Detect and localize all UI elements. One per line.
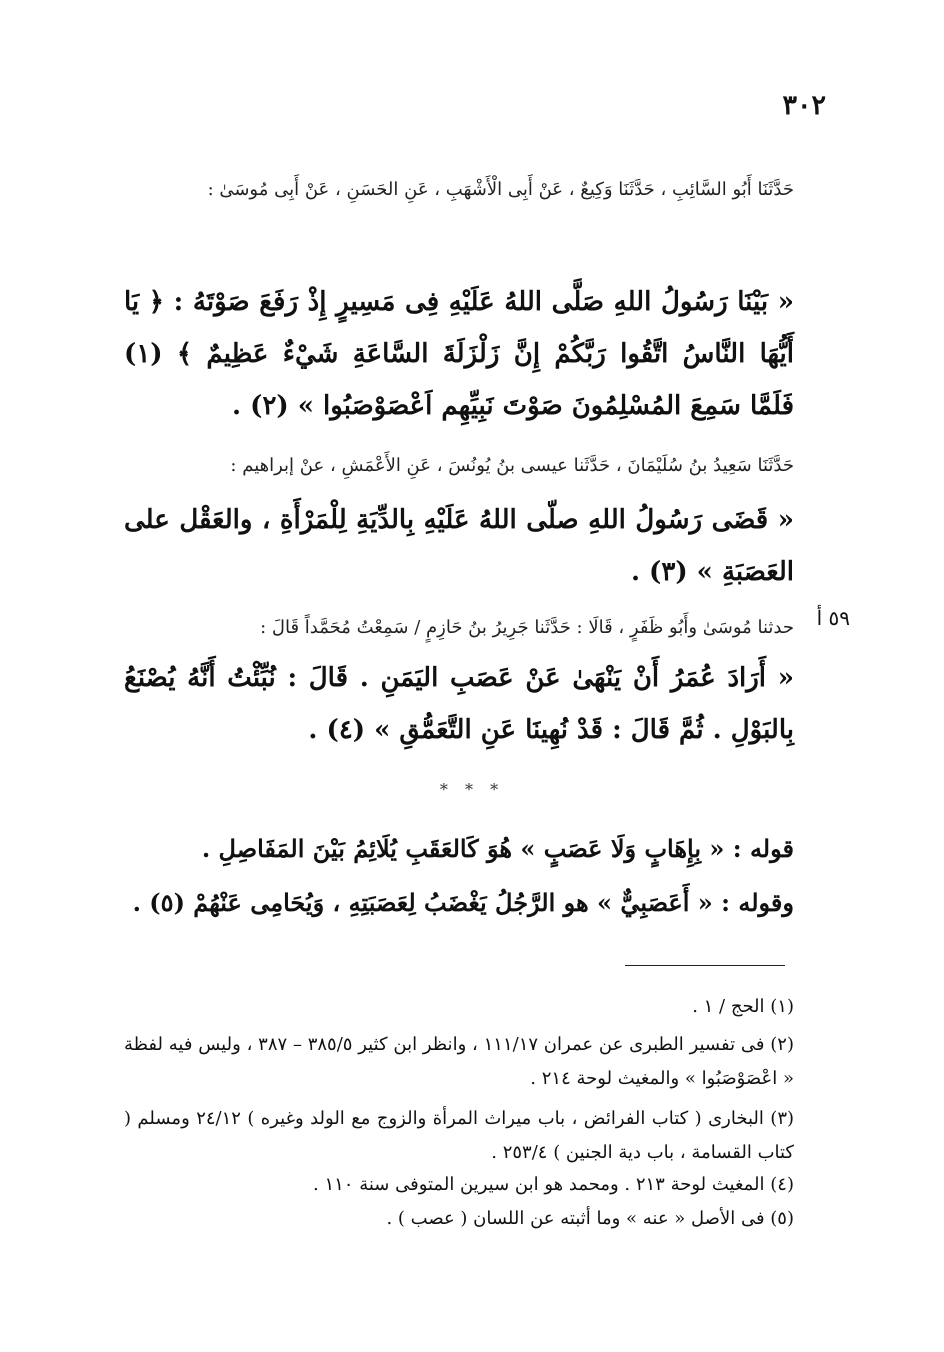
footnote-4: (٤) المغيث لوحة ٢١٣ . ومحمد هو ابن سيرين المتوفى سنة ١١٠ . bbox=[313, 1174, 794, 1195]
footnote-2: (٢) فى تفسير الطبرى عن عمران ١١١/١٧ ، وانظر ابن كثير ٣٨٥/٥ – ٣٨٧ ، وليس فيه لفظة « اعْصَوْصَبُوا » والمغيث لوحة ٢١٤ . bbox=[124, 1034, 794, 1089]
manuscript-folio-marker: ٥٩ أ bbox=[816, 606, 850, 630]
footnote-1: (١) الحج / ١ . bbox=[692, 996, 794, 1017]
hadith-2-matn: « قَضَى رَسُولُ اللهِ صلّى اللهُ عَلَيْهِ بِالدِّيَةِ لِلْمَرْأَةِ ، والعَقْل على العَصَبَةِ » (٣) . bbox=[124, 505, 794, 587]
hadith-2-isnad: حَدَّثَنَا سَعِيدُ بنُ سُلَيْمَانَ ، حَدَّثَنا عيسى بنُ يُونُسَ ، عَنِ الأَعْمَشِ ، عنْ إبراهيم : bbox=[230, 455, 794, 476]
hadith-1-isnad: حَدَّثَنَا أَبُو السَّائِبِ ، حَدَّثَنَا وَكِيعٌ ، عَنْ أَبِى الْأَشْهَبِ ، عَنِ الحَسَنِ ، عَنْ أَبِى مُوسَىٰ : bbox=[207, 179, 794, 200]
commentary-line-2: وقوله : « أَعَصَبِيٌّ » هو الرَّجُلُ يَغْضَبُ لِعَصَبَتِهِ ، وَيُحَامِى عَنْهُمْ (٥) . bbox=[132, 888, 794, 917]
section-separator: * * * bbox=[439, 780, 505, 799]
footnote-3: (٣) البخارى ( كتاب الفرائض ، باب ميراث المرأة والزوج مع الولد وغيره ) ٢٤/١٢ ومسلم ( كتاب القسامة ، باب دية الجنين ) ٢٥٣/٤ . bbox=[124, 1108, 795, 1163]
hadith-3-matn: « أَرَادَ عُمَرُ أَنْ يَنْهَىٰ عَنْ عَصَبِ اليَمَنِ . قَالَ : نُبِّئْتُ أَنَّهُ يُصْنَعُ بِالبَوْلِ . ثُمَّ قَالَ : قَدْ نُهِينَا عَنِ التَّعَمُّقِ » (٤) . bbox=[124, 663, 794, 745]
page-number: ٣٠٢ bbox=[782, 90, 826, 121]
footnote-rule bbox=[625, 965, 785, 966]
hadith-1-matn: « بَيْنَا رَسُولُ اللهِ صَلَّى اللهُ عَلَيْهِ فِى مَسِيرٍ إِذْ رَفَعَ صَوْتَهُ : ﴿ يَا أَيُّهَا النَّاسُ اتَّقُوا رَبَّكُمْ إِنَّ زَلْزَلَةَ السَّاعَةِ شَيْءٌ عَظِيمٌ ﴾ (١) فَلَمَّا سَمِعَ المُسْلِمُونَ صَوْتَ نَبِيِّهِم اَعْصَوْصَبُوا » (٢) . bbox=[124, 287, 794, 421]
commentary-line-1: قوله : « بِإِهَابٍ وَلَا عَصَبٍ » هُوَ كَالعَقَبِ يُلَائِمُ بَيْنَ المَفَاصِلِ . bbox=[201, 834, 794, 863]
hadith-3-isnad: حدثنا مُوسَىٰ وأَبُو ظَفَرٍ ، قَالَا : حَدَّثَنا جَرِيرُ بنُ حَازِمٍ / سَمِعْتُ مُحَمَّداً قَالَ : bbox=[260, 617, 794, 638]
footnote-5: (٥) فى الأصل « عنه » وما أثبته عن اللسان ( عصب ) . bbox=[386, 1208, 794, 1229]
